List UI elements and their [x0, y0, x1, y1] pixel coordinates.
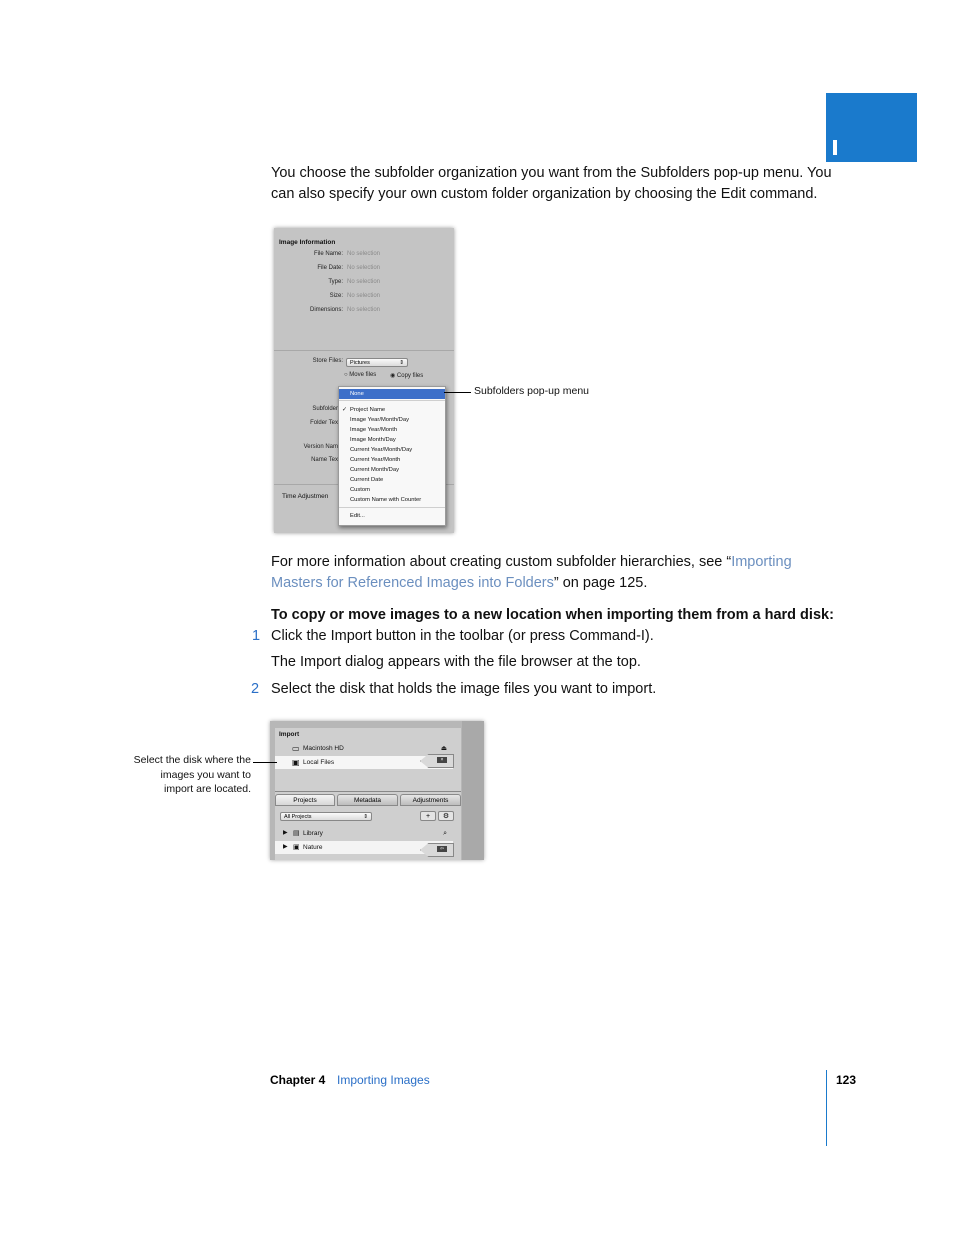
section-divider: [274, 350, 454, 351]
menu-item-edit[interactable]: Edit...: [350, 513, 365, 519]
menu-separator-2: [339, 507, 445, 508]
dimensions-value: No selection: [347, 307, 381, 313]
disk-name: Local Files: [303, 759, 335, 766]
step-text: Click the Import button in the toolbar (or press Command-I).: [271, 628, 654, 644]
version-name-label: Version Nam: [303, 444, 338, 450]
menu-item-custom-counter[interactable]: Custom Name with Counter: [350, 497, 422, 503]
tab-adjustments[interactable]: Adjustments: [400, 794, 461, 806]
search-icon[interactable]: ⌕: [443, 830, 447, 837]
callout-disk-line3: import are located.: [164, 783, 251, 795]
menu-item-none[interactable]: None: [339, 389, 445, 399]
more-info-page-ref: ” on page 125.: [553, 575, 648, 591]
tab-projects[interactable]: Projects: [275, 794, 335, 806]
footer-rule: [826, 1070, 827, 1146]
intro-line-2: can also specify your own custom folder organization by choosing the Edit command.: [271, 186, 818, 202]
popup-arrows-icon: ⇕: [363, 814, 368, 820]
cross-reference-link-cont[interactable]: Masters for Referenced Images into Folders: [271, 575, 554, 591]
callout-disk: [110, 753, 251, 797]
subfolder-label: Subfolder: [312, 406, 338, 412]
footer-chapter-title[interactable]: Importing Images: [337, 1073, 430, 1087]
task-heading: To copy or move images to a new location when importing them from a hard disk:: [271, 607, 834, 623]
more-info-paragraph: [271, 552, 811, 594]
step-text: Select the disk that holds the image files you want to import.: [271, 681, 657, 697]
move-files-radio[interactable]: ○ Move files: [344, 372, 377, 378]
tab-metadata[interactable]: Metadata: [337, 794, 398, 806]
hard-disk-icon: ▭: [292, 744, 300, 753]
menu-item-current-ymd[interactable]: Current Year/Month/Day: [350, 447, 413, 453]
cross-reference-link[interactable]: Importing: [731, 554, 792, 570]
subfolders-popup-menu: [338, 386, 446, 526]
step-number: 2: [251, 681, 260, 697]
copy-files-radio[interactable]: ◉ Copy files: [390, 373, 424, 379]
intro-line-1: You choose the subfolder organization you want from the Subfolders pop-up menu. You: [271, 165, 832, 181]
size-label: Size:: [329, 293, 343, 299]
folder-icon: ▣: [293, 844, 300, 851]
time-adjustment-label: Time Adjustmen: [282, 493, 329, 500]
store-files-label: Store Files:: [312, 358, 343, 364]
projects-filter-popup[interactable]: [280, 812, 372, 821]
back-arrow-icon[interactable]: ⇦: [437, 846, 447, 852]
eject-icon[interactable]: ⏏: [440, 745, 447, 752]
menu-item-image-ym[interactable]: Image Year/Month: [350, 427, 398, 433]
copy-files-label: Copy files: [396, 373, 424, 379]
menu-item-current-ym[interactable]: Current Year/Month: [350, 457, 401, 463]
type-value: No selection: [347, 279, 381, 285]
import-header: Import: [279, 731, 300, 738]
gear-icon[interactable]: ⚙: [438, 811, 454, 821]
disk-name: Macintosh HD: [303, 745, 344, 752]
menu-item-current-date[interactable]: Current Date: [350, 477, 384, 483]
page-number: 123: [836, 1073, 857, 1087]
disclosure-triangle-icon[interactable]: ▶: [283, 844, 288, 850]
chapter-tab-marker: [833, 140, 837, 155]
project-name: Library: [303, 830, 323, 837]
callout-line-subfolders: [444, 392, 471, 393]
project-row-library[interactable]: [275, 827, 453, 840]
import-dialog-screenshot: [270, 721, 484, 860]
project-name: Nature: [303, 844, 323, 851]
store-files-popup[interactable]: [346, 358, 408, 367]
disk-row-macintosh-hd[interactable]: [275, 742, 453, 755]
move-files-label: Move files: [349, 372, 377, 378]
scroll-track[interactable]: [462, 721, 484, 860]
close-icon[interactable]: ×: [437, 757, 447, 763]
menu-item-label: Project Name: [350, 407, 386, 413]
chapter-tab: [826, 93, 917, 162]
more-info-text: For more information about creating custom subfolder hierarchies, see “: [271, 554, 732, 570]
menu-item-custom[interactable]: Custom: [350, 487, 370, 493]
size-value: No selection: [347, 293, 381, 299]
menu-separator: [339, 400, 445, 401]
dimensions-label: Dimensions:: [309, 307, 343, 313]
library-icon: ▤: [293, 830, 300, 837]
step-result: The Import dialog appears with the file browser at the top.: [271, 654, 641, 670]
menu-item-current-md[interactable]: Current Month/Day: [350, 467, 399, 473]
popup-arrows-icon: ⇕: [399, 360, 404, 366]
step-number: 1: [252, 628, 261, 644]
image-information-title: Image Information: [279, 239, 336, 246]
filter-value: All Projects: [284, 814, 312, 820]
checkmark-icon: ✓: [342, 407, 348, 413]
name-text-label: Name Tex: [311, 457, 338, 463]
file-name-label: File Name:: [313, 251, 343, 257]
callout-disk-line2: images you want to: [160, 768, 251, 781]
store-files-value: Pictures: [350, 360, 370, 366]
file-name-value: No selection: [347, 251, 381, 257]
add-project-button[interactable]: +: [420, 811, 436, 821]
callout-disk-line1: Select the disk where the: [133, 754, 251, 766]
callout-line-disk: [253, 762, 277, 763]
menu-item-project-name[interactable]: [339, 405, 445, 415]
file-date-value: No selection: [347, 265, 381, 271]
menu-item-image-md[interactable]: Image Month/Day: [350, 437, 396, 443]
menu-item-image-ymd[interactable]: Image Year/Month/Day: [350, 417, 409, 423]
disclosure-triangle-icon[interactable]: ▶: [283, 830, 288, 836]
folder-icon: ▣: [292, 758, 300, 767]
folder-text-label: Folder Tex: [310, 420, 338, 426]
type-label: Type:: [328, 279, 343, 285]
panel-divider: [275, 791, 461, 792]
footer-chapter: Chapter 4: [270, 1073, 326, 1087]
callout-subfolders: Subfolders pop-up menu: [474, 385, 589, 397]
file-date-label: File Date:: [317, 265, 343, 271]
